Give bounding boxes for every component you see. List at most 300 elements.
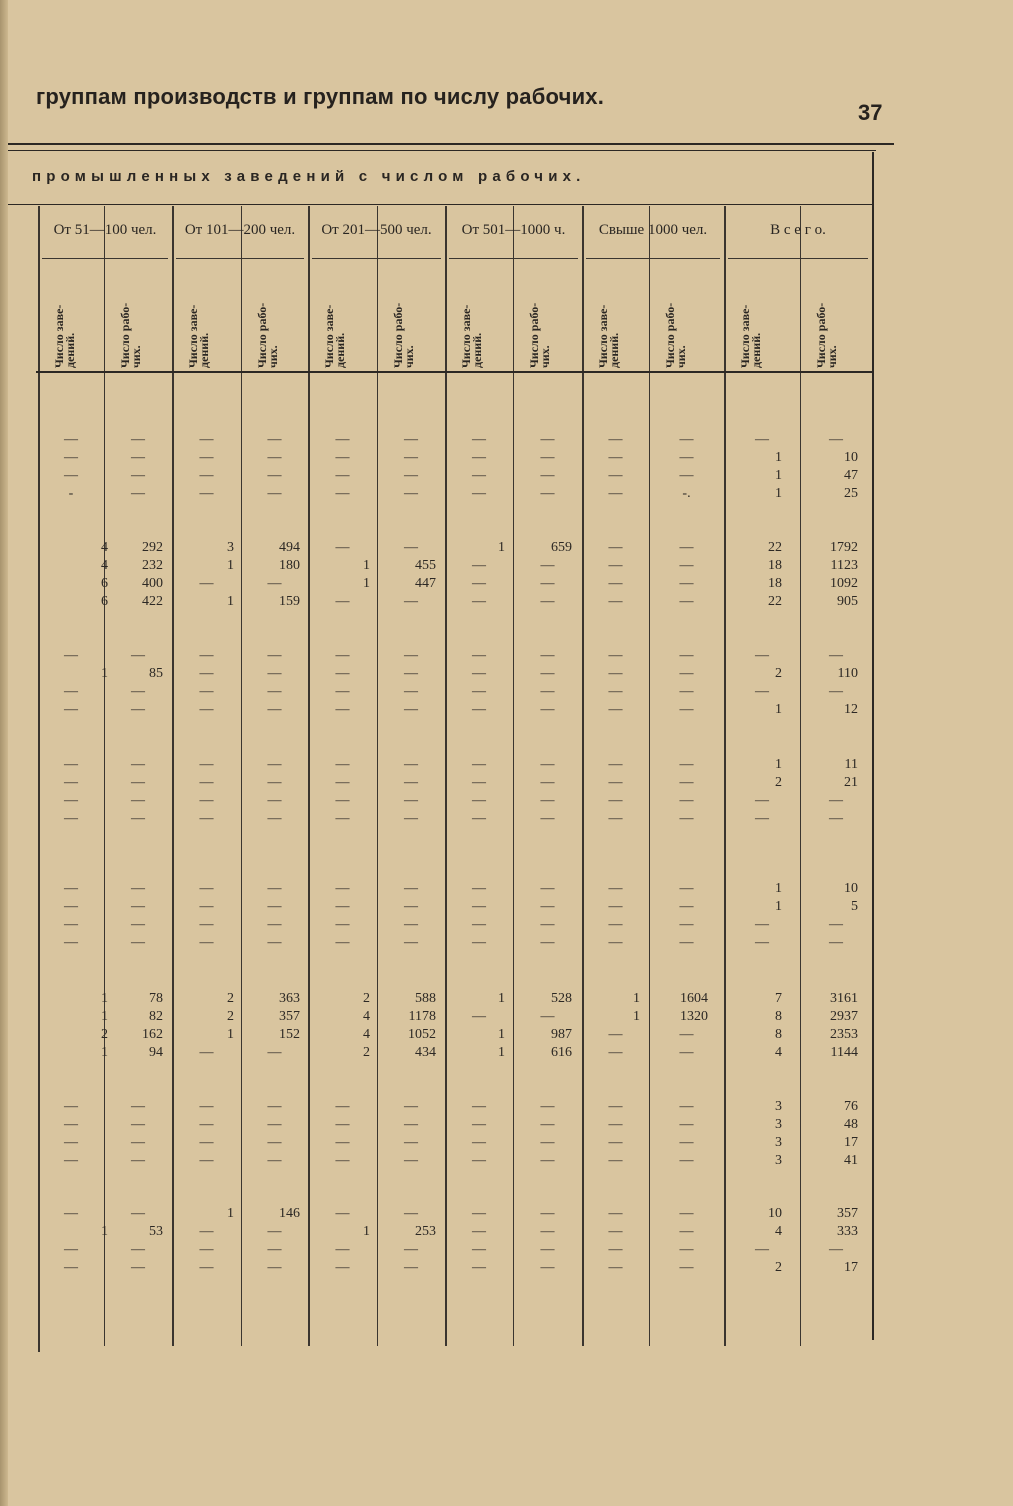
table-cell: 180 [279,558,300,573]
table-cell: — [679,881,694,896]
table-cell: — [472,576,486,591]
table-cell: 455 [415,558,436,573]
table-cell: — [267,935,282,950]
table-cell: — [679,775,694,790]
table-cell: — [404,666,418,681]
table-cell: 1123 [830,558,858,573]
table-cell: 1 [775,757,782,772]
table-cell: — [540,1153,555,1168]
table-cell: — [540,1242,555,1257]
table-cell: 1092 [830,576,858,591]
table-cell: — [472,648,486,663]
table-cell: — [540,811,555,826]
table-cell: — [404,594,418,609]
table-cell: — [404,432,418,447]
table-cell: 85 [149,666,163,681]
table-cell: 76 [844,1099,858,1114]
table-cell: — [64,468,78,483]
table-cell: 25 [844,486,858,501]
table-cell: — [131,917,145,932]
table-cell: 1 [498,991,505,1006]
table-cell: — [131,450,145,465]
table-cell: — [131,468,145,483]
table-cell: — [679,540,694,555]
table-cell: — [64,1242,78,1257]
table-cell: — [335,684,350,699]
table-cell: — [540,1260,555,1275]
table-cell: 2 [363,1045,370,1060]
table-cell: 232 [142,558,163,573]
table-cell: 18 [768,558,782,573]
table-cell: — [472,432,486,447]
table-cell: — [199,899,214,914]
column-divider [513,206,514,1346]
table-cell: — [472,1099,486,1114]
column-header-establishments: Число заве- дений. [738,304,763,368]
table-cell: — [64,935,78,950]
table-cell: — [755,811,769,826]
table-cell: 3 [775,1099,782,1114]
table-cell: — [267,811,282,826]
table-cell: — [267,917,282,932]
table-cell: — [829,684,843,699]
table-cell: 6 [101,576,108,591]
table-cell: — [540,917,555,932]
table-cell: — [404,935,418,950]
table-cell: — [335,702,350,717]
table-cell: — [131,1099,145,1114]
column-divider [38,206,40,1352]
table-cell: — [335,1099,350,1114]
table-cell: — [199,648,214,663]
table-cell: — [267,1153,282,1168]
table-cell: — [540,881,555,896]
table-cell: 94 [149,1045,163,1060]
table-cell: — [540,468,555,483]
table-cell: - [68,486,74,501]
table-cell: — [755,648,769,663]
table-cell: — [267,793,282,808]
table-cell: — [608,1224,623,1239]
table-cell: — [335,881,350,896]
table-cell: — [472,486,486,501]
table-cell: 528 [551,991,572,1006]
table-cell: — [540,666,555,681]
table-cell: — [267,468,282,483]
table-cell: — [64,811,78,826]
table-cell: — [608,432,623,447]
table-cell: — [335,1242,350,1257]
table-cell: — [540,594,555,609]
table-cell: — [679,1206,694,1221]
table-cell: — [199,666,214,681]
table-cell: 10 [768,1206,782,1221]
column-header-workers: Число рабо- чих. [255,302,280,368]
table-cell: — [540,432,555,447]
table-cell: — [404,540,418,555]
table-cell: 2 [227,1009,234,1024]
table-cell: — [267,450,282,465]
table-cell: — [267,576,282,591]
group-header: От 51—100 чел. [53,222,157,238]
table-cell: 1 [101,1224,108,1239]
table-cell: 18 [768,576,782,591]
table-cell: 905 [837,594,858,609]
table-cell: 1 [775,486,782,501]
table-cell: — [679,1045,694,1060]
table-cell: — [199,450,214,465]
table-cell: — [199,881,214,896]
page-header: группам производств и группам по числу рабочих. [36,84,605,109]
column-divider [445,206,447,1346]
table-cell: — [64,1099,78,1114]
table-cell: — [540,702,555,717]
table-cell: — [472,1224,486,1239]
table-cell: 2 [101,1027,108,1042]
table-cell: — [540,558,555,573]
table-cell: 987 [551,1027,572,1042]
table-cell: — [540,1009,555,1024]
table-cell: 53 [149,1224,163,1239]
group-header: От 101—200 чел. [184,222,296,238]
table-cell: — [755,684,769,699]
table-cell: — [540,1206,555,1221]
table-cell: 1178 [408,1009,436,1024]
table-cell: 8 [775,1027,782,1042]
table-cell: — [472,702,486,717]
table-cell: 1320 [680,1009,708,1024]
table-cell: — [472,811,486,826]
table-cell: — [64,702,78,717]
table-cell: — [335,1206,350,1221]
table-cell: — [404,1242,418,1257]
table-cell: — [679,1099,694,1114]
table-cell: — [472,881,486,896]
table-cell: 447 [415,576,436,591]
page-number: 37 [858,100,883,125]
table-cell: — [540,1135,555,1150]
column-header-establishments: Число заве- дений. [596,304,621,368]
table-cell: — [608,899,623,914]
table-cell: — [404,917,418,932]
table-cell: 1 [227,594,234,609]
table-cell: — [335,468,350,483]
table-cell: — [335,450,350,465]
table-cell: — [829,648,843,663]
table-cell: — [679,1260,694,1275]
table-cell: 1 [101,991,108,1006]
table-cell: — [335,1260,350,1275]
table-cell: — [131,757,145,772]
table-cell: — [472,666,486,681]
table-cell: 2 [775,666,782,681]
table-cell: 7 [775,991,782,1006]
table-cell: — [472,468,486,483]
table-cell: 1 [363,576,370,591]
table-cell: — [540,1117,555,1132]
table-cell: — [199,1099,214,1114]
table-cell: — [679,648,694,663]
table-cell: 357 [837,1206,858,1221]
table-cell: 82 [149,1009,163,1024]
table-cell: 8 [775,1009,782,1024]
table-cell: — [679,702,694,717]
column-header-establishments: Число заве- дений. [186,304,211,368]
table-cell: — [472,917,486,932]
table-cell: — [679,432,694,447]
table-cell: — [335,811,350,826]
table-cell: — [608,881,623,896]
table-cell: — [267,881,282,896]
table-cell: — [267,775,282,790]
table-cell: — [608,793,623,808]
table-cell: 2353 [830,1027,858,1042]
column-divider [800,206,801,1346]
table-cell: — [608,757,623,772]
table-cell: — [472,1135,486,1150]
table-cell: — [829,1242,843,1257]
table-cell: — [608,648,623,663]
table-cell: — [64,899,78,914]
table-cell: 1 [227,558,234,573]
table-cell: — [335,899,350,914]
table-cell: 1 [101,1009,108,1024]
table-cell: — [540,1224,555,1239]
table-cell: — [540,486,555,501]
table-cell: 4 [775,1045,782,1060]
table-cell: — [199,432,214,447]
table-cell: — [472,1009,486,1024]
table-cell: — [64,1260,78,1275]
table-cell: — [472,558,486,573]
table-cell: — [199,1135,214,1150]
table-cell: — [608,468,623,483]
table-cell: 4 [101,540,108,555]
table-cell: — [679,899,694,914]
table-cell: — [199,775,214,790]
table-cell: 3 [775,1117,782,1132]
table-cell: 1 [227,1027,234,1042]
table-cell: 1 [227,1206,234,1221]
table-cell: — [472,757,486,772]
table-cell: — [679,594,694,609]
table-cell: 6 [101,594,108,609]
table-cell: — [335,486,350,501]
table-cell: 357 [279,1009,300,1024]
table-cell: 2 [363,991,370,1006]
table-cell: — [267,757,282,772]
table-cell: — [267,899,282,914]
table-cell: — [267,1242,282,1257]
table-cell: 292 [142,540,163,555]
table-cell: — [335,793,350,808]
table-cell: 22 [768,594,782,609]
table-cell: — [131,1117,145,1132]
table-cell: — [131,432,145,447]
table-cell: — [608,558,623,573]
table-cell: — [472,1206,486,1221]
column-divider [582,206,584,1346]
table-cell: — [131,1260,145,1275]
table-cell: 78 [149,991,163,1006]
table-cell: — [755,935,769,950]
table-cell: — [131,1242,145,1257]
table-cell: 494 [279,540,300,555]
table-cell: — [267,1045,282,1060]
column-header-rule [36,371,872,373]
table-cell: — [64,757,78,772]
table-cell: — [540,576,555,591]
table-cell: 10 [844,881,858,896]
table-cell: — [404,1206,418,1221]
column-divider [308,206,310,1346]
table-cell: — [608,540,623,555]
table-cell: 1 [633,1009,640,1024]
table-cell: — [199,1045,214,1060]
table-cell: — [472,1242,486,1257]
table-cell: — [267,666,282,681]
table-cell: — [679,793,694,808]
table-cell: — [131,486,145,501]
table-cell: 48 [844,1117,858,1132]
table-cell: — [472,1260,486,1275]
table-cell: — [829,917,843,932]
table-cell: — [679,468,694,483]
table-cell: 4 [775,1224,782,1239]
column-divider [649,206,650,1346]
table-cell: 4 [363,1009,370,1024]
column-header-establishments: Число заве- дений. [52,304,77,368]
table-cell: — [199,468,214,483]
table-cell: — [64,648,78,663]
table-cell: — [755,432,769,447]
table-cell: — [199,576,214,591]
table-cell: — [131,702,145,717]
table-cell: — [404,1153,418,1168]
table-cell: — [335,666,350,681]
table-cell: 1052 [408,1027,436,1042]
group-header: В с е г о. [770,222,826,238]
table-cell: — [335,775,350,790]
table-cell: — [199,1153,214,1168]
table-cell: — [131,1153,145,1168]
table-cell: 616 [551,1045,572,1060]
table-cell: — [472,775,486,790]
table-cell: — [679,666,694,681]
header-rule [8,143,894,145]
table-cell: — [540,450,555,465]
table-cell: — [267,702,282,717]
table-cell: 17 [844,1260,858,1275]
table-cell: 22 [768,540,782,555]
table-cell: 1 [775,702,782,717]
table-cell: — [335,935,350,950]
table-cell: — [679,1117,694,1132]
table-cell: — [267,1260,282,1275]
table-cell: — [404,1099,418,1114]
table-cell: — [608,1153,623,1168]
table-cell: — [131,793,145,808]
table-cell: — [131,648,145,663]
table-cell: 1 [775,881,782,896]
table-cell: — [335,1117,350,1132]
table-cell: 162 [142,1027,163,1042]
table-cell: 11 [844,757,858,772]
table-cell: — [679,1224,694,1239]
table-cell: — [472,684,486,699]
table-cell: 1 [775,450,782,465]
table-cell: 659 [551,540,572,555]
table-cell: — [64,1135,78,1150]
table-cell: — [404,1117,418,1132]
table-cell: — [540,1099,555,1114]
table-cell: — [404,899,418,914]
table-cell: 588 [415,991,436,1006]
table-cell: — [64,917,78,932]
table-cell: — [199,1260,214,1275]
table-cell: — [472,450,486,465]
table-cell: — [267,1224,282,1239]
table-cell: — [540,793,555,808]
table-cell: — [829,793,843,808]
table-cell: — [472,1153,486,1168]
table-cell: — [608,1099,623,1114]
column-header-establishments: Число заве- дений. [459,304,484,368]
table-cell: 3 [227,540,234,555]
column-header-workers: Число рабо- чих. [527,302,552,368]
table-cell: 400 [142,576,163,591]
table-cell: — [679,1027,694,1042]
table-cell: — [540,684,555,699]
table-cell: — [472,793,486,808]
table-cell: 253 [415,1224,436,1239]
table-cell: — [64,1117,78,1132]
table-cell: — [335,917,350,932]
table-cell: — [131,811,145,826]
table-cell: — [608,684,623,699]
table-cell: — [267,684,282,699]
table-cell: — [404,468,418,483]
table-cell: — [679,450,694,465]
column-header-workers: Число рабо- чих. [814,302,839,368]
table-cell: 2 [775,775,782,790]
table-cell: — [608,702,623,717]
table-cell: — [335,1135,350,1150]
table-cell: — [199,684,214,699]
table-cell: 2 [227,991,234,1006]
table-cell: — [679,1242,694,1257]
table-cell: 3 [775,1135,782,1150]
table-cell: — [404,811,418,826]
table-cell: — [608,576,623,591]
table-cell: 1 [498,540,505,555]
table-cell: — [267,1099,282,1114]
table-cell: — [608,1027,623,1042]
table-cell: — [199,917,214,932]
table-cell: — [131,881,145,896]
table-subtitle: промышленных заведений с числом рабочих. [32,168,586,185]
table-cell: — [679,558,694,573]
column-divider [172,206,174,1346]
table-cell: 1 [775,468,782,483]
table-cell: 1792 [830,540,858,555]
table-cell: — [64,881,78,896]
table-cell: — [267,1117,282,1132]
table-cell: — [131,1135,145,1150]
table-cell: — [679,917,694,932]
table-cell: 159 [279,594,300,609]
table-cell: — [540,899,555,914]
